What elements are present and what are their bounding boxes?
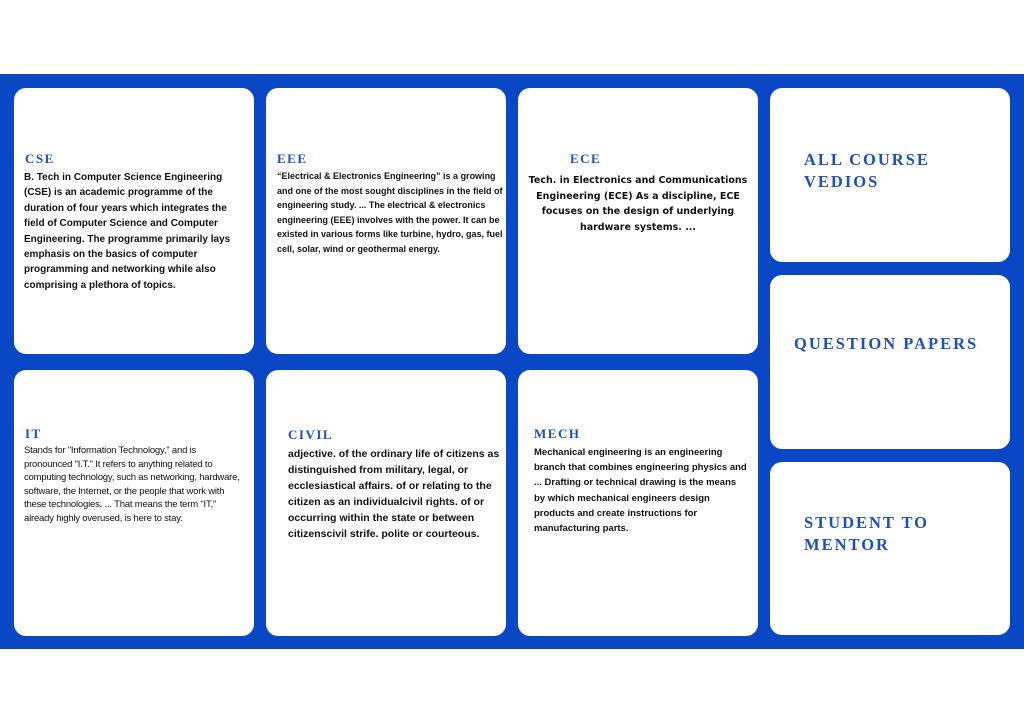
question-papers-card[interactable] xyxy=(770,275,1010,449)
course-title-ece: ECE xyxy=(570,151,602,166)
course-card-ece[interactable] xyxy=(518,88,758,354)
all-course-videos-card[interactable] xyxy=(770,88,1010,262)
blue-background-panel xyxy=(0,74,1024,649)
course-description-ece: Tech. in Electronics and Communications Engineering (ECE) As a discipline, ECE focuses on the design of underlying hardware systems. ... xyxy=(528,175,748,233)
all-course-videos-label: ALL COURSE VEDIOS xyxy=(804,150,930,191)
course-card-mech[interactable] xyxy=(518,370,758,636)
course-description-mech: Mechanical engineering is an engineering branch that combines engineering physics and ... Drafting or technical drawing is the means by which mechanical engineers design products and create instructions for manufacturing parts. xyxy=(534,447,747,535)
course-description-civil: adjective. of the ordinary life of citizens as distinguished from military, legal, or ecclesiastical affairs. of or relating to the citizen as an individualcivil rights. of or occurring within the state or between citizenscivil strife. polite or courteous. xyxy=(288,448,500,540)
question-papers-label: QUESTION PAPERS xyxy=(794,334,979,353)
course-description-it: Stands for "Information Technology," and is pronounced "I.T." It refers to anything related to computing technology, such as networking, hardware, software, the Internet, or the people that work with these technologies. ... That means the term "IT," already highly overused, is here to stay. xyxy=(24,445,240,524)
student-to-mentor-card[interactable] xyxy=(770,462,1010,635)
course-title-civil: CIVIL xyxy=(288,427,334,442)
course-description-cse: B. Tech in Computer Science Engineering (CSE) is an academic programme of the duration of four years which integrates the field of Computer Science and Computer Engineering. The programme primarily lays emphasis on the basics of computer programming and networking while also comprising a plethora of topics. xyxy=(24,172,231,291)
course-title-eee: EEE xyxy=(277,151,308,166)
student-to-mentor-label: STUDENT TO MENTOR xyxy=(804,513,930,554)
course-title-cse: CSE xyxy=(25,151,55,166)
course-card-cse[interactable] xyxy=(14,88,254,354)
course-card-civil[interactable] xyxy=(266,370,506,636)
course-title-it: IT xyxy=(25,426,42,441)
course-card-eee[interactable] xyxy=(266,88,506,354)
course-description-eee: “Electrical & Electronics Engineering” is a growing and one of the most sought disciplines in the field of engineering study. ... The electrical & electronics engineering (EEE) involves with the power. It can be existed in various forms like turbine, hydro, gas, fuel cell, solar, wind or geothermal energy. xyxy=(277,171,503,254)
course-title-mech: MECH xyxy=(534,426,581,441)
course-card-it[interactable] xyxy=(14,370,254,636)
